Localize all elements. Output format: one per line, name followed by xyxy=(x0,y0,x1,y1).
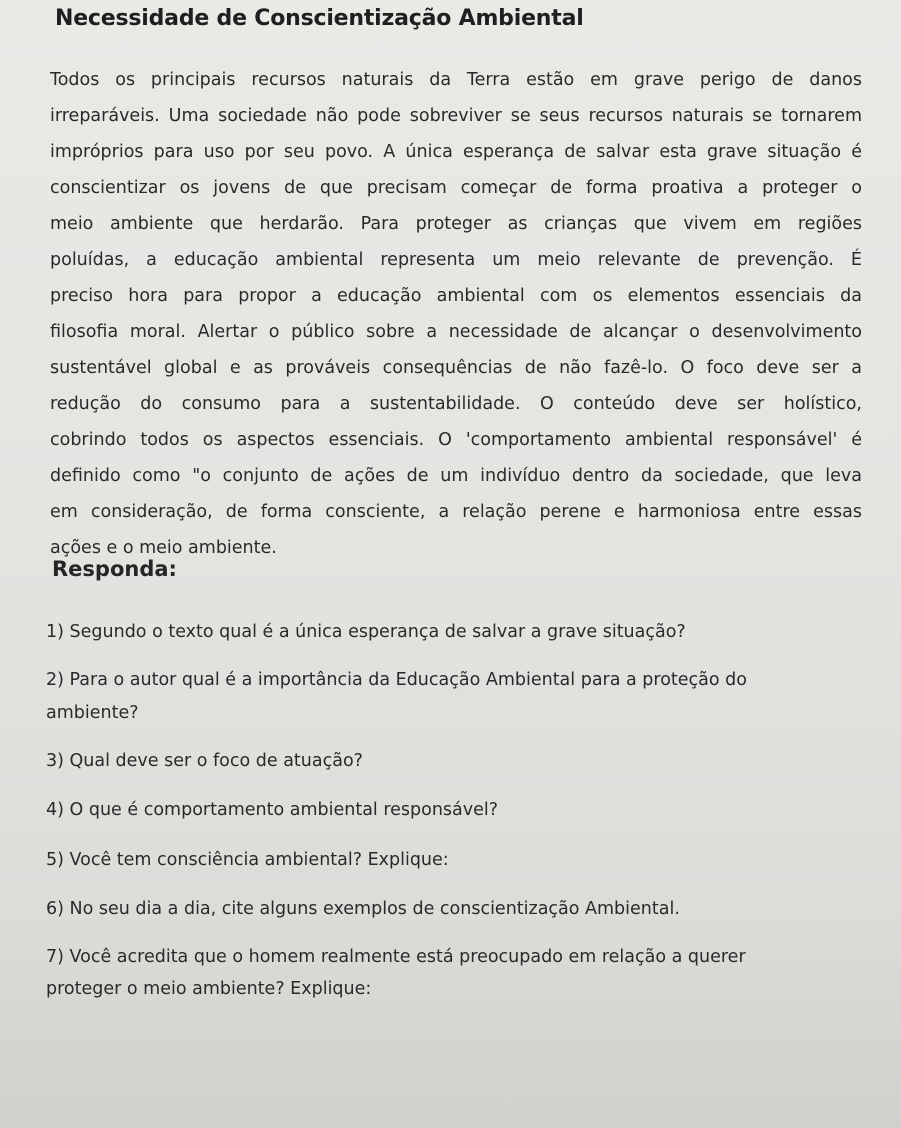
question-3: 3) Qual deve ser o foco de atuação? xyxy=(46,751,363,771)
question-7-continued: proteger o meio ambiente? Explique: xyxy=(46,979,372,999)
question-7: 7) Você acredita que o homem realmente está preocupado em relação a querer xyxy=(46,947,746,967)
body-paragraph xyxy=(50,62,862,566)
paragraph-line: poluídas, a educação ambiental representa um meio relevante de prevenção. É xyxy=(50,250,862,270)
paragraph-line: meio ambiente que herdarão. Para proteger as crianças que vivem em regiões xyxy=(50,214,862,234)
question-4: 4) O que é comportamento ambiental responsável? xyxy=(46,800,499,820)
paragraph-line: filosofia moral. Alertar o público sobre a necessidade de alcançar o desenvolvimento xyxy=(50,322,862,342)
paragraph-line: redução do consumo para a sustentabilidade. O conteúdo deve ser holístico, xyxy=(50,394,862,414)
paragraph-line: Todos os principais recursos naturais da Terra estão em grave perigo de danos xyxy=(50,70,862,90)
paragraph-line: em consideração, de forma consciente, a relação perene e harmoniosa entre essas xyxy=(50,502,862,522)
paragraph-line: preciso hora para propor a educação ambiental com os elementos essenciais da xyxy=(50,286,862,306)
paragraph-line: cobrindo todos os aspectos essenciais. O 'comportamento ambiental responsável' é xyxy=(50,430,862,450)
paragraph-line: definido como "o conjunto de ações de um indivíduo dentro da sociedade, que leva xyxy=(50,466,862,486)
paragraph-line: impróprios para uso por seu povo. A única esperança de salvar esta grave situação é xyxy=(50,142,862,162)
question-6: 6) No seu dia a dia, cite alguns exemplos de conscientização Ambiental. xyxy=(46,899,680,919)
section-heading: Responda: xyxy=(52,557,177,581)
paragraph-line: irreparáveis. Uma sociedade não pode sobreviver se seus recursos naturais se tornarem xyxy=(50,106,862,126)
question-2: 2) Para o autor qual é a importância da Educação Ambiental para a proteção do xyxy=(46,670,747,690)
paragraph-line: ações e o meio ambiente. xyxy=(50,538,277,558)
question-2-continued: ambiente? xyxy=(46,703,139,723)
question-5: 5) Você tem consciência ambiental? Explique: xyxy=(46,850,449,870)
document-title: Necessidade de Conscientização Ambiental xyxy=(55,6,584,31)
question-1: 1) Segundo o texto qual é a única esperança de salvar a grave situação? xyxy=(46,622,686,642)
paragraph-line: sustentável global e as prováveis consequências de não fazê-lo. O foco deve ser a xyxy=(50,358,862,378)
paragraph-line: conscientizar os jovens de que precisam começar de forma proativa a proteger o xyxy=(50,178,862,198)
